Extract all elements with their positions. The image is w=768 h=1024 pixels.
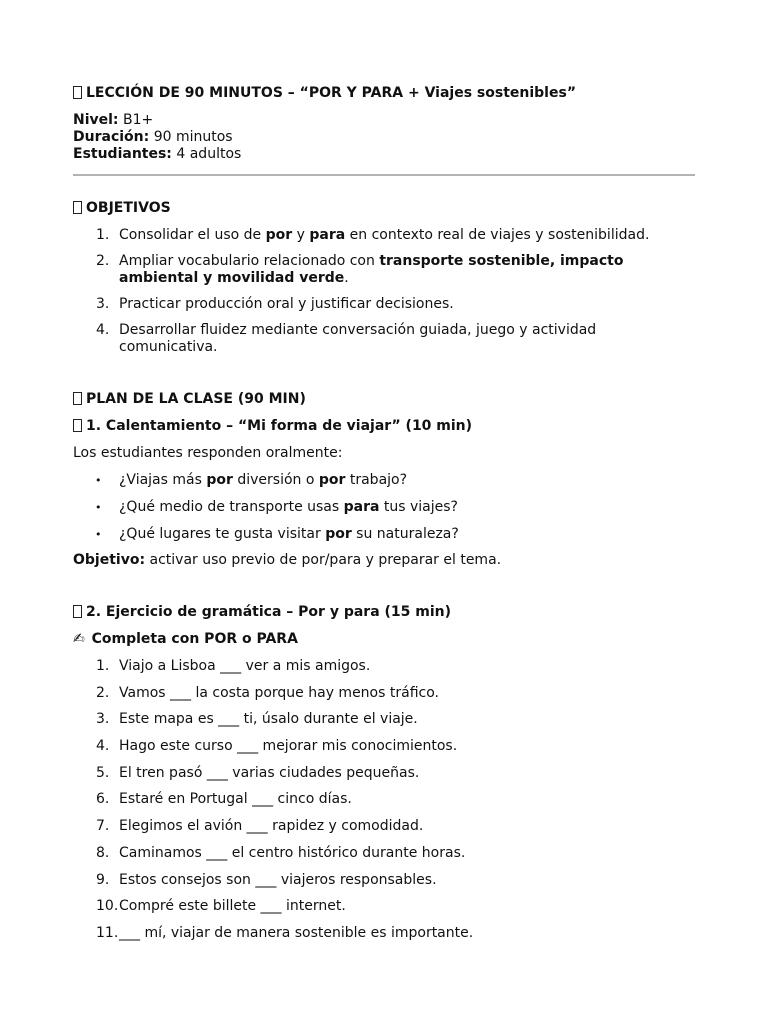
question-item bbox=[73, 472, 695, 489]
exercise-list bbox=[73, 658, 695, 942]
lesson-meta bbox=[73, 112, 695, 163]
list-number: 2. bbox=[96, 684, 110, 701]
exercise-item bbox=[73, 898, 695, 915]
exercise-item bbox=[73, 872, 695, 889]
calentamiento-heading-text: 1. Calentamiento – “Mi forma de viajar” (10 min) bbox=[86, 418, 473, 434]
list-number: 4. bbox=[96, 322, 110, 338]
objetivo-text: activar uso previo de por/para y preparar el tema. bbox=[145, 552, 502, 568]
bullet-icon: • bbox=[95, 528, 102, 541]
objetivo-item bbox=[73, 227, 695, 244]
calentamiento-objetivo bbox=[73, 552, 695, 569]
list-number: 4. bbox=[96, 738, 110, 755]
nivel-label: Nivel: bbox=[73, 112, 119, 128]
objetivo-item bbox=[73, 296, 695, 313]
plan-heading bbox=[73, 391, 695, 408]
gramatica-subheading-text: Completa con POR o PARA bbox=[91, 631, 298, 647]
objetivo-bold: transporte sostenible, impacto ambiental y movilidad verde bbox=[119, 253, 624, 286]
gramatica-subheading bbox=[73, 631, 695, 648]
objetivo-text: Practicar producción oral y justificar decisiones. bbox=[119, 296, 454, 312]
gramatica-heading bbox=[73, 604, 695, 621]
question-text: ¿Qué medio de transporte usas bbox=[119, 499, 344, 515]
question-text: ¿Viajas más bbox=[119, 472, 207, 488]
objetivo-text: Consolidar el uso de bbox=[119, 227, 266, 243]
list-number: 10. bbox=[96, 898, 119, 915]
lesson-title-text: LECCIÓN DE 90 MINUTOS – “POR Y PARA + Viajes sostenibles” bbox=[86, 85, 577, 101]
objetivo-text: y bbox=[292, 227, 310, 243]
exercise-item bbox=[73, 925, 695, 942]
exercise-item bbox=[73, 658, 695, 675]
objetivo-text: en contexto real de viajes y sostenibilidad. bbox=[345, 227, 650, 243]
list-number: 7. bbox=[96, 818, 110, 835]
question-text: diversión o bbox=[232, 472, 319, 488]
objetivo-text: Ampliar vocabulario relacionado con bbox=[119, 253, 380, 269]
objetivos-list bbox=[73, 227, 695, 356]
calentamiento-heading bbox=[73, 418, 695, 435]
estudiantes-label: Estudiantes: bbox=[73, 146, 172, 162]
duracion-line bbox=[73, 129, 695, 146]
emoji-placeholder-icon bbox=[73, 392, 82, 405]
objetivo-item bbox=[73, 322, 695, 356]
exercise-text: Este mapa es ___ ti, úsalo durante el viaje. bbox=[119, 711, 418, 728]
list-number: 8. bbox=[96, 844, 110, 861]
exercise-text: Vamos ___ la costa porque hay menos tráfico. bbox=[119, 684, 439, 701]
bullet-icon: • bbox=[95, 474, 102, 487]
objetivos-heading-text: OBJETIVOS bbox=[86, 200, 171, 216]
calentamiento-intro: Los estudiantes responden oralmente: bbox=[73, 445, 343, 461]
objetivo-text: . bbox=[344, 270, 349, 286]
list-number: 5. bbox=[96, 764, 110, 781]
exercise-text: El tren pasó ___ varias ciudades pequeñas. bbox=[119, 764, 420, 781]
list-number: 2. bbox=[96, 253, 110, 269]
duracion-value: 90 minutos bbox=[153, 129, 233, 145]
list-number: 1. bbox=[96, 658, 110, 674]
nivel-line bbox=[73, 112, 695, 129]
section-divider bbox=[73, 174, 695, 176]
exercise-item bbox=[73, 711, 695, 728]
objetivo-item bbox=[73, 253, 695, 287]
lesson-title bbox=[73, 85, 695, 102]
list-number: 1. bbox=[96, 227, 110, 243]
exercise-text: Hago este curso ___ mejorar mis conocimientos. bbox=[119, 738, 458, 755]
exercise-text: Viajo a Lisboa ___ ver a mis amigos. bbox=[119, 658, 371, 674]
objetivos-heading bbox=[73, 200, 695, 217]
question-text: tus viajes? bbox=[379, 499, 458, 515]
emoji-placeholder-icon bbox=[73, 419, 82, 432]
exercise-text: Estos consejos son ___ viajeros responsables. bbox=[119, 871, 437, 888]
objetivo-text: Desarrollar fluidez mediante conversación guiada, juego y actividad comunicativa. bbox=[119, 322, 597, 355]
question-text: su naturaleza? bbox=[351, 526, 459, 542]
lesson-document bbox=[73, 85, 695, 942]
exercise-item bbox=[73, 685, 695, 702]
nivel-value: B1+ bbox=[123, 112, 154, 128]
question-item bbox=[73, 526, 695, 543]
estudiantes-line bbox=[73, 146, 695, 163]
question-bold: por bbox=[325, 526, 352, 542]
exercise-item bbox=[73, 845, 695, 862]
list-number: 3. bbox=[96, 296, 110, 312]
question-bold: por bbox=[318, 472, 346, 488]
exercise-text: Compré este billete ___ internet. bbox=[119, 898, 346, 915]
objetivo-label: Objetivo: bbox=[73, 552, 146, 568]
calentamiento-questions bbox=[73, 472, 695, 543]
exercise-item bbox=[73, 818, 695, 835]
exercise-text: ___ mí, viajar de manera sostenible es importante. bbox=[119, 924, 474, 941]
objetivo-bold: para bbox=[309, 227, 346, 243]
list-number: 3. bbox=[96, 711, 110, 728]
bullet-icon: • bbox=[95, 501, 102, 514]
list-number: 9. bbox=[96, 871, 110, 888]
exercise-text: Estaré en Portugal ___ cinco días. bbox=[119, 791, 352, 808]
exercise-text: Caminamos ___ el centro histórico durante horas. bbox=[119, 844, 466, 861]
question-text: trabajo? bbox=[345, 472, 408, 488]
estudiantes-value: 4 adultos bbox=[176, 146, 242, 162]
question-item bbox=[73, 499, 695, 516]
duracion-label: Duración: bbox=[73, 129, 150, 145]
exercise-item bbox=[73, 791, 695, 808]
list-number: 6. bbox=[96, 791, 110, 808]
question-bold: para bbox=[343, 499, 380, 515]
list-number: 11. bbox=[96, 924, 119, 941]
gramatica-heading-text: 2. Ejercicio de gramática – Por y para (15 min) bbox=[86, 604, 452, 620]
emoji-placeholder-icon bbox=[73, 605, 82, 618]
objetivo-bold: por bbox=[265, 227, 293, 243]
emoji-placeholder-icon bbox=[73, 201, 82, 214]
question-bold: por bbox=[206, 472, 233, 488]
exercise-item bbox=[73, 765, 695, 782]
exercise-item bbox=[73, 738, 695, 755]
writing-hand-icon: ✍ bbox=[73, 631, 85, 647]
emoji-placeholder-icon bbox=[73, 86, 82, 99]
plan-heading-text: PLAN DE LA CLASE (90 MIN) bbox=[86, 391, 306, 407]
question-text: ¿Qué lugares te gusta visitar bbox=[119, 526, 326, 542]
exercise-text: Elegimos el avión ___ rapidez y comodidad. bbox=[119, 818, 424, 835]
